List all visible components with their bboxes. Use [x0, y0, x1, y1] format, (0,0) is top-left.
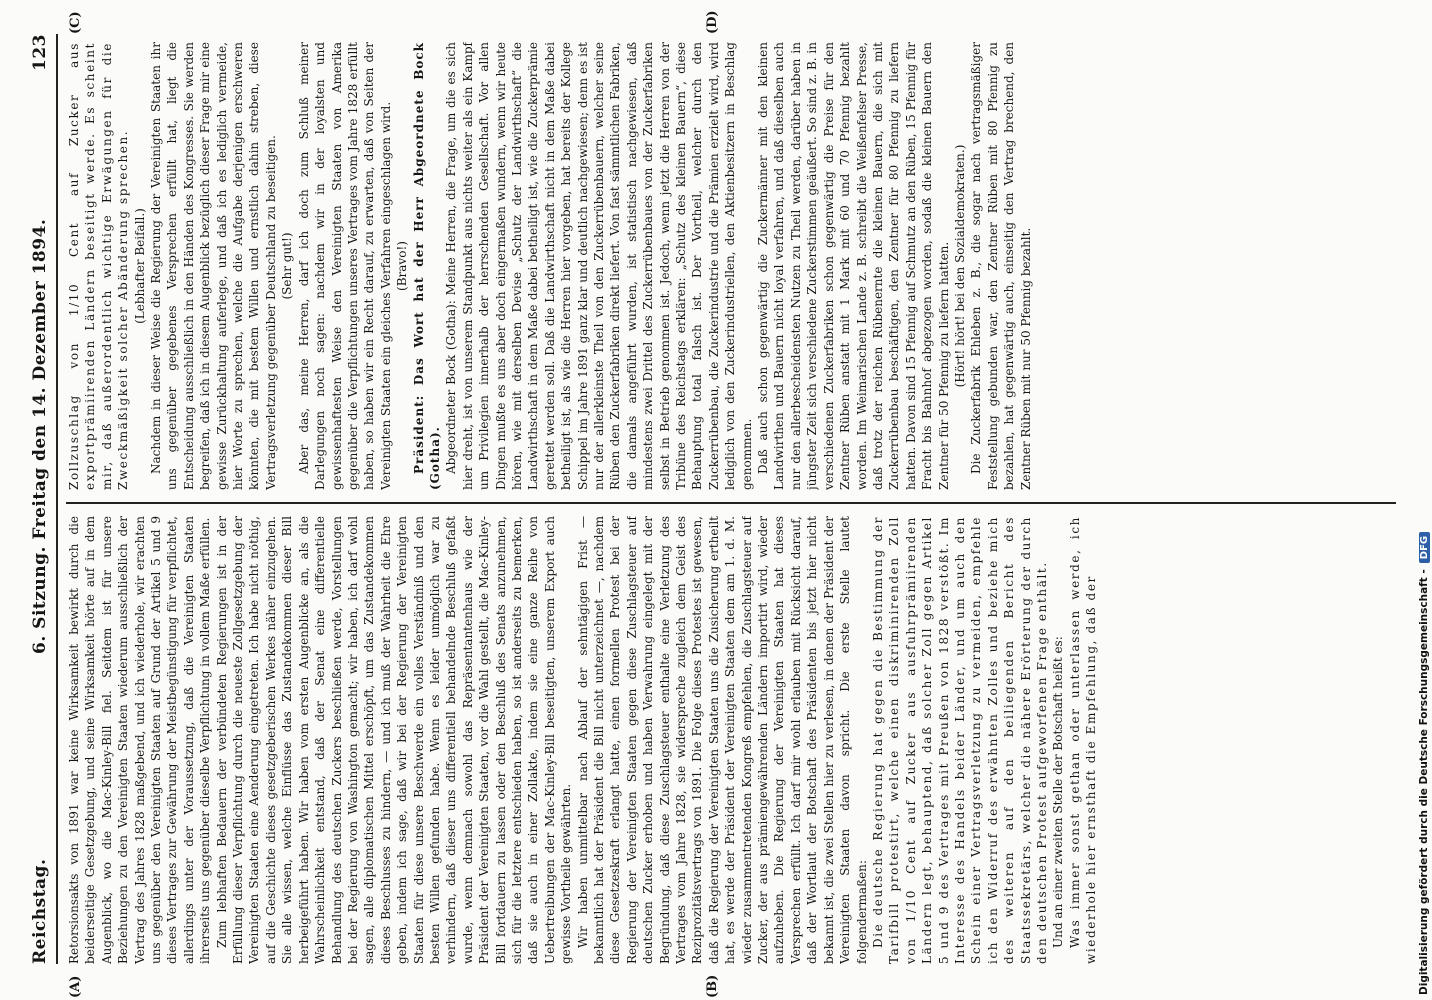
header-left: Reichstag.: [30, 858, 50, 964]
margin-marker-d: (D): [705, 10, 720, 34]
paragraph: Daß auch schon gegenwärtig die Zuckermänner mit den kleinen Landwirthen und Bauern nicht loyal verfahren, und daß dieselben auch nur den allerbescheidensten Nutzen zu Theil werden, darüber haben in jüngster Zeit sich verschiedene Zuckerstimmen geäußert. So sind z. B. in verschiedenen Zuckerfabriken schon gegenwärtig die Preise für den Zentner Rüben anstatt mit 1 Mark mit 60 und 70 Pfennig bezahlt worden. Im Weimarischen Lande z. B. schreibt die Weißenfelser Presse, daß trotz der reichen Rübenernte die kleinen Bauern, die sich mit Zuckerrübenbau beschäftigen, den Zentner für 80 Pfennig zu liefern hatten. Davon sind 15 Pfennig auf Schmutz an den Rüben, 15 Pfennig für Fracht bis Bahnhof abgezogen worden, sodaß die kleinen Bauern den Zentner für 50 Pfennig zu liefern hatten.: [756, 42, 951, 490]
paragraph: Abgeordneter Bock (Gotha): Meine Herren, die Frage, um die es sich hier dreht, ist von unserem Standpunkt aus nichts weiter als ein Kampf um Privilegien innerhalb der herrschenden Gesellschaft. Vor allen Dingen mußte es uns aber doch eingermaßen wundern, wenn wir heute hören, wie mit derselben Devise „Schutz der Landwirthschaft“ die Landwirthschaft in dem Maße dabei betheiligt ist, wie die Zuckerprämie gerettet werden soll. Daß die Landwirthschaft nicht in dem Maße dabei betheiligt ist, als wie die Herren hier vorgeben, hat bereits der Kollege Schippel im Jahre 1891 ganz klar und deutlich nachgewiesen; denn es ist nur der allerkleinste Theil von den Zuckerrübenbauern, welcher seine Rüben den Zuckerfabriken direkt liefert. Von fast sämmtlichen Fabriken, die damals angeführt wurden, ist statistisch nachgewiesen, daß mindestens zwei Drittel des Zuckerrübenbaues von der Zuckerfabriken selbst in Betrieb genommen ist. Jedoch, wenn jetzt die Herren von der Tribüne des Reichstags erklären: „Schutz des kleinen Bauern“, diese Behauptung total falsch ist. Der Vortheil, welcher durch den Zuckerrübenbau, die Zuckerindustrie und die Prämien erzielt wird, wird lediglich von den Zuckerindustriellen, den Aktienbesitzern in Beschlag genommen.: [444, 42, 754, 490]
margin-marker-a: (A): [68, 975, 83, 998]
paragraph: Nachdem in dieser Weise die Regierung der Vereinigten Staaten ihr uns gegenüber gegebenes Versprechen erfüllt hat, liegt die Entscheidung ausschließlich in den Händen des Kongresses. Sie werden begreifen, daß ich in diesem Augenblick bezüglich dieser Frage mir eine gewisse Zurückhaltung auferlege, und daß ich es lediglich vermeide, hier Worte zu sprechen, welche die Aufgabe derjenigen erschweren könnten, die mit bestem Willen und ernstlich dahin streben, diese Vertragsverletzung gegenüber Deutschland zu beseitigen.: [149, 42, 278, 490]
left-column: [66, 516, 1411, 964]
paragraph: Wir haben unmittelbar nach Ablauf der sehntägigen Frist — bekanntlich hat der Präsident die Bill nicht unterzeichnet —, nachdem diese Gesetzeskraft erlangt hatte, einen formellen Protest bei der Regierung der Vereinigten Staaten gegen diese Zuschlagsteuer auf deutschen Zucker erhoben und haben Verwahrung eingelegt mit der Begründung, daß diese Zuschlagsteuer enthalte eine Verletzung des Vertrages vom Jahre 1828, sie widerspreche zugleich dem Geist des Reziprozitätsvertrags von 1891. Die Folge dieses Protestes ist gewesen, daß die Regierung der Vereinigten Staaten uns die Zusicherung ertheilt hat, es werde der Präsident der Vereinigten Staaten dem am 1. d. M. wieder zusammentretenden Kongreß empfehlen, die Zuschlagsteuer auf Zucker, der aus prämiengewährenden Ländern importirt wird, wieder aufzuheben. Die Regierung der Vereinigten Staaten hat dieses Versprechen erfüllt. Ich darf mir wohl erlauben mit Rücksicht darauf, daß der Wortlaut der Botschaft des Präsidenten bis jetzt hier nicht bekannt ist, die zwei Stellen hier zu verlesen, in denen der Präsident der Vereinigten Staaten davon spricht. Die erste Stelle lautet folgendermaßen:: [575, 516, 869, 964]
page-number: 123: [30, 34, 50, 71]
interjection: (Lebhafter Beifall.): [132, 208, 147, 324]
header-center: 6. Sitzung. Freitag den 14. Dezember 1894.: [30, 218, 50, 654]
credit-text: Digitalisierung gefördert durch die Deutsche Forschungsgemeinschaft -: [1418, 569, 1430, 995]
paragraph: Zum lebhaften Bedauern der verbündeten Regierungen ist in der Erfüllung dieser Verpflichtung durch die neueste Zollgesetzgebung der Vereinigten Staaten eine Aenderung eingetreten. Ich habe nicht nöthig, auf die Geschichte dieses gesetzgeberischen Werkes näher einzugehen. Sie alle wissen, welche Einflüsse das Zustandekommen dieser Bill herbeigeführt haben. Wir haben vom ersten Augenblicke an, als die Wahrscheinlichkeit entstand, daß der Senat eine differentielle Behandlung des deutschen Zuckers beschließen werde, Vorstellungen bei der Regierung von Washington gemacht; wir haben, ich darf wohl sagen, alle diplomatischen Mittel erschöpft, um das Zustandekommen dieses Beschlusses zu hindern, — und ich muß der Wahrheit die Ehre geben, indem ich sage, daß wir bei der Regierung der Vereinigten Staaten für diese unsere Beschwerde ein volles Verständniß und den besten Willen gefunden habe. Wenn es leider unmöglich war zu verhindern, daß dieser uns differentiell behandelnde Beschluß gefaßt wurde, wenn demnach sowohl das Repräsentantenhaus wie der Präsident der Vereinigten Staaten, vor die Wahl gestellt, die Mac-Kinley-Bill fortdauern zu lassen oder den Beschluß des Senats anzunehmen, sich für die letztere entschieden haben, so ist anderseits zu bemerken, daß sie auch in einer Zollakte, indem sie eine ganze Reihe von Uebertreibungen der Mac-Kinley-Bill beseitigten, unserem Export auch gewisse Vortheile gewährten.: [214, 516, 574, 964]
paragraph: Aber das, meine Herren, darf ich doch zum Schluß meiner Darlegungen noch sagen: nachdem wir in der loyalsten und gewissenhaftesten Weise den Vereinigten Staaten von Amerika gegenüber die Verpflichtungen unseres Vertrages vom Jahre 1828 erfüllt haben, so haben wir ein Recht darauf, zu erwarten, daß von Seiten der Vereinigten Staaten ein gleiches Verfahren eingeschlagen wird.: [296, 42, 393, 490]
paragraph: Die Zuckerfabrik Ehleben z. B., die sogar nach vertragsmäßiger Feststellung gebunden war, den Zentner Rüben mit 80 Pfennig zu bezahlen, hat gegenwärtig auch, einseitig den Vertrag brechend, den Zentner Rüben mit nur 50 Pfennig bezahlt.: [969, 42, 1033, 490]
header-rule: [56, 34, 58, 964]
margin-marker-b: (B): [705, 974, 720, 998]
paragraph: Retorsionsakts von 1891 war keine Wirksamkeit bewirkt durch die beiderseitige Gesetzgebung, und seine Wirksamkeit hörte auf in dem Augenblick, wo die Mac-Kinley-Bill fiel. Seitdem ist für unsere Beziehungen zu den Vereinigten Staaten wiederum ausschließlich der Vertrag des Jahres 1828 maßgebend, und ich wiederhole, wir erachten uns gegenüber den Vereinigten Staaten auf Grund der Artikel 5 und 9 dieses Vertrages zur Gewährung der Meistbegünstigung für verpflichtet, allerdings unter der Voraussetzung, daß die Vereinigten Staaten ihrerseits uns gegenüber dieselbe Verpflichtung in vollem Maße erfüllen.: [67, 516, 213, 964]
interjection: (Bravo!): [395, 241, 410, 291]
speaker-line: Präsident: Das Wort hat der Herr Abgeordnete Bock (Gotha).: [411, 42, 442, 490]
right-column: [66, 42, 1411, 490]
quoted-paragraph: Die deutsche Regierung hat gegen die Bestimmung der Tarifbill protestirt, welche einen diskriminirenden Zoll von 1/10 Cent auf Zucker aus ausfuhrprämiirenden Ländern legt, behauptend, daß solcher Zoll gegen Artikel 5 und 9 des Vertrages mit Preußen von 1828 verstößt. Im Interesse des Handels beider Länder, und um auch den Schein einer Vertragsverletzung zu vermeiden, empfehle ich den Widerruf des erwähnten Zolles und beziehe mich des weiteren auf den beiliegenden Bericht des Staatssekretärs, welcher die nähere Erörterung der durch den deutschen Protest aufgeworfenen Frage enthält.: [870, 516, 1049, 964]
paragraph: Und an einer zweiten Stelle der Botschaft heißt es:: [1051, 636, 1066, 948]
interjection: (Sehr gut!): [280, 232, 295, 300]
margin-marker-c: (C): [68, 11, 83, 34]
quoted-paragraph: Was immer sonst gethan oder unterlassen werde, ich wiederhole hier ernsthaft die Empfehlung, daß der: [1067, 516, 1099, 964]
interjection: (Hört! hört! bei den Sozialdemokraten.): [952, 144, 967, 388]
column-divider: [66, 503, 1396, 505]
quoted-paragraph: Zollzuschlag von 1/10 Cent auf Zucker aus exportprämiirenden Ländern beseitigt werde. Es scheint mir, daß außerordentlich wichtige Erwägungen für die Zweckmäßigkeit solcher Abänderung sprechen.: [67, 42, 131, 490]
digitization-credit: [1400, 0, 1432, 1000]
page-header: [26, 34, 54, 964]
dfg-logo: DFG: [1419, 532, 1430, 563]
